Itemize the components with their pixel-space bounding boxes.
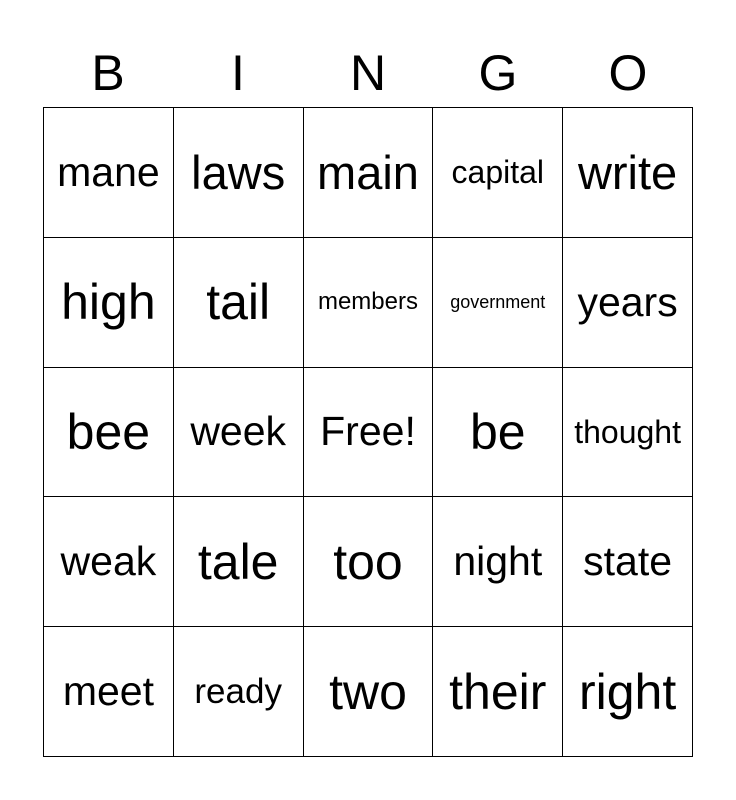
bingo-cell[interactable]: two (304, 627, 434, 757)
bingo-cell[interactable]: years (563, 238, 693, 368)
bingo-cell[interactable]: tale (174, 497, 304, 627)
bingo-cell[interactable]: state (563, 497, 693, 627)
bingo-cell[interactable]: night (433, 497, 563, 627)
bingo-cell[interactable]: government (433, 238, 563, 368)
bingo-board (43, 107, 693, 757)
bingo-cell[interactable]: weak (44, 497, 174, 627)
bingo-cell[interactable]: tail (174, 238, 304, 368)
header-letter-i: I (231, 45, 245, 101)
bingo-cell[interactable]: high (44, 238, 174, 368)
bingo-cell[interactable]: too (304, 497, 434, 627)
bingo-header (43, 42, 693, 104)
bingo-cell[interactable]: write (563, 108, 693, 238)
bingo-cell[interactable]: be (433, 368, 563, 498)
bingo-cell[interactable]: right (563, 627, 693, 757)
bingo-cell[interactable]: laws (174, 108, 304, 238)
bingo-cell[interactable]: bee (44, 368, 174, 498)
header-letter-n: N (349, 45, 387, 101)
bingo-cell[interactable]: members (304, 238, 434, 368)
bingo-cell[interactable]: their (433, 627, 563, 757)
bingo-cell[interactable]: thought (563, 368, 693, 498)
bingo-cell[interactable]: ready (174, 627, 304, 757)
bingo-cell[interactable]: meet (44, 627, 174, 757)
bingo-cell[interactable]: capital (433, 108, 563, 238)
header-letter-g: G (478, 45, 518, 101)
free-space[interactable]: Free! (304, 368, 434, 498)
bingo-cell[interactable]: week (174, 368, 304, 498)
header-letter-b: B (91, 45, 125, 101)
bingo-cell[interactable]: main (304, 108, 434, 238)
bingo-cell[interactable]: mane (44, 108, 174, 238)
header-letter-o: O (608, 45, 648, 101)
